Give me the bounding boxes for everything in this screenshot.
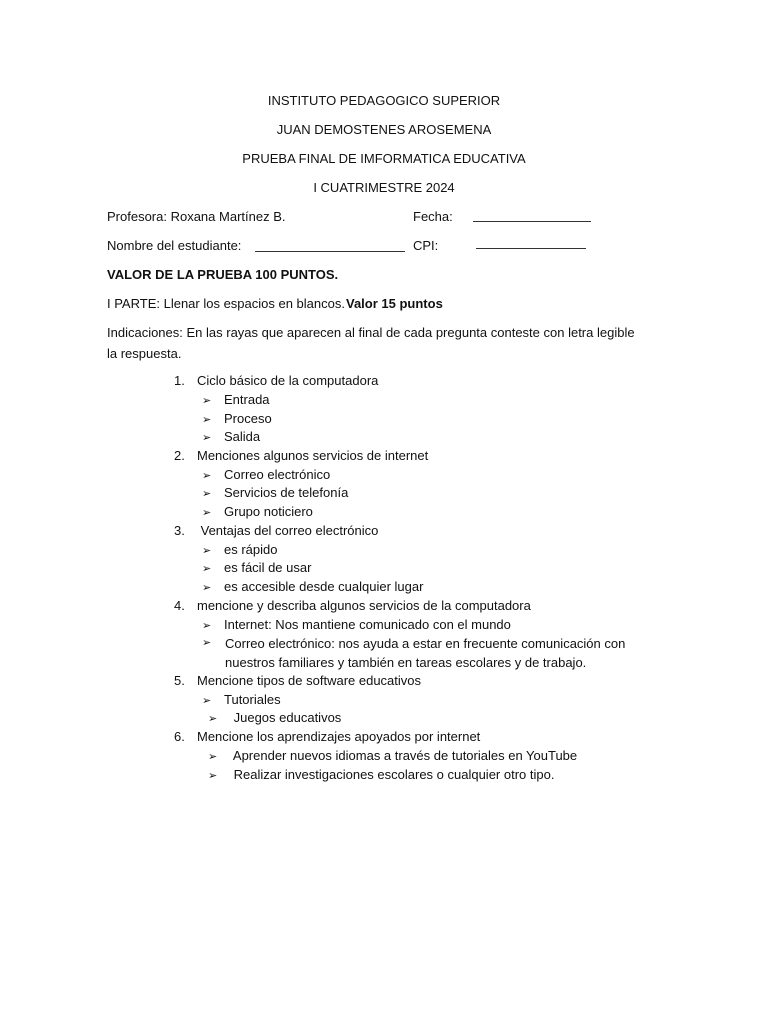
arrow-bullet-icon: ➢ (202, 637, 212, 649)
arrow-bullet-icon: ➢ (202, 488, 212, 500)
answer-item (202, 634, 632, 672)
date-label: Fecha: (413, 209, 453, 224)
question-2 (174, 448, 428, 464)
cpi-label: CPI: (413, 238, 439, 253)
question-4 (174, 598, 531, 614)
arrow-bullet-icon: ➢ (202, 470, 212, 482)
answer-item (208, 748, 577, 765)
arrow-bullet-icon: ➢ (202, 620, 212, 632)
question-text: Menciones algunos servicios de internet (197, 448, 429, 463)
question-text: Ciclo básico de la computadora (197, 373, 379, 388)
answer-text: Juegos educativos (230, 710, 342, 725)
arrow-bullet-icon: ➢ (202, 395, 212, 407)
question-number: 5. (174, 673, 185, 688)
answer-text: Grupo noticiero (224, 504, 313, 519)
arrow-bullet-icon: ➢ (202, 507, 212, 519)
arrow-bullet-icon: ➢ (202, 545, 212, 557)
arrow-bullet-icon: ➢ (202, 563, 212, 575)
answer-text: Correo electrónico: nos ayuda a estar en frecuente comunicación con nuestros familiares y también en tareas escolares y de trabajo. (225, 636, 626, 670)
answer-text: Internet: Nos mantiene comunicado con el mundo (224, 617, 511, 632)
answer-text: Salida (224, 429, 261, 444)
question-number: 6. (174, 729, 185, 744)
answer-text: Proceso (224, 411, 272, 426)
answer-item (202, 429, 260, 446)
institute-name: INSTITUTO PEDAGOGICO SUPERIOR (267, 93, 501, 108)
answer-item (202, 485, 348, 502)
answer-item (202, 467, 330, 484)
answer-text: Entrada (224, 392, 270, 407)
part-value: Valor 15 puntos (346, 296, 443, 311)
cpi-blank-line[interactable] (476, 248, 586, 249)
answer-item (202, 617, 511, 634)
institute-subname: JUAN DEMOSTENES AROSEMENA (276, 122, 492, 137)
answer-item (202, 411, 272, 428)
arrow-bullet-icon: ➢ (202, 414, 212, 426)
part-title: I PARTE: Llenar los espacios en blancos. (107, 296, 345, 311)
student-name-label: Nombre del estudiante: (107, 238, 242, 253)
arrow-bullet-icon: ➢ (208, 713, 218, 725)
answer-item (202, 692, 281, 709)
instructions: Indicaciones: En las rayas que aparecen al final de cada pregunta conteste con letra legible la respuesta. (107, 325, 635, 361)
question-6 (174, 729, 480, 745)
answer-item (202, 542, 277, 559)
arrow-bullet-icon: ➢ (202, 432, 212, 444)
answer-text: Correo electrónico (224, 467, 331, 482)
answer-item (202, 579, 423, 596)
teacher-name: Profesora: Roxana Martínez B. (107, 209, 286, 224)
question-3 (174, 523, 378, 539)
arrow-bullet-icon: ➢ (208, 770, 218, 782)
answer-text: Servicios de telefonía (224, 485, 349, 500)
answer-text: Aprender nuevos idiomas a través de tutoriales en YouTube (230, 748, 578, 763)
answer-text: es rápido (224, 542, 278, 557)
exam-title: PRUEBA FINAL DE IMFORMATICA EDUCATIVA (242, 151, 526, 166)
question-number: 2. (174, 448, 185, 463)
question-1 (174, 373, 378, 389)
question-number: 3. (174, 523, 185, 538)
question-text: Ventajas del correo electrónico (197, 523, 379, 538)
question-5 (174, 673, 421, 689)
arrow-bullet-icon: ➢ (202, 695, 212, 707)
question-text: mencione y describa algunos servicios de la computadora (197, 598, 531, 613)
date-blank-line[interactable] (473, 221, 591, 222)
arrow-bullet-icon: ➢ (202, 582, 212, 594)
answer-item (202, 560, 311, 577)
answer-text: Tutoriales (224, 692, 281, 707)
student-name-blank-line[interactable] (255, 251, 405, 252)
answer-item (202, 504, 313, 521)
answer-item (208, 767, 554, 784)
question-number: 4. (174, 598, 185, 613)
term-label: I CUATRIMESTRE 2024 (313, 180, 455, 195)
answer-item (202, 392, 270, 409)
answer-text: es accesible desde cualquier lugar (224, 579, 424, 594)
question-text: Mencione los aprendizajes apoyados por internet (197, 729, 481, 744)
answer-text: Realizar investigaciones escolares o cualquier otro tipo. (230, 767, 555, 782)
arrow-bullet-icon: ➢ (208, 751, 218, 763)
answer-text: es fácil de usar (224, 560, 312, 575)
question-number: 1. (174, 373, 185, 388)
answer-item (208, 710, 341, 727)
exam-total-value: VALOR DE LA PRUEBA 100 PUNTOS. (107, 267, 339, 282)
question-text: Mencione tipos de software educativos (197, 673, 422, 688)
